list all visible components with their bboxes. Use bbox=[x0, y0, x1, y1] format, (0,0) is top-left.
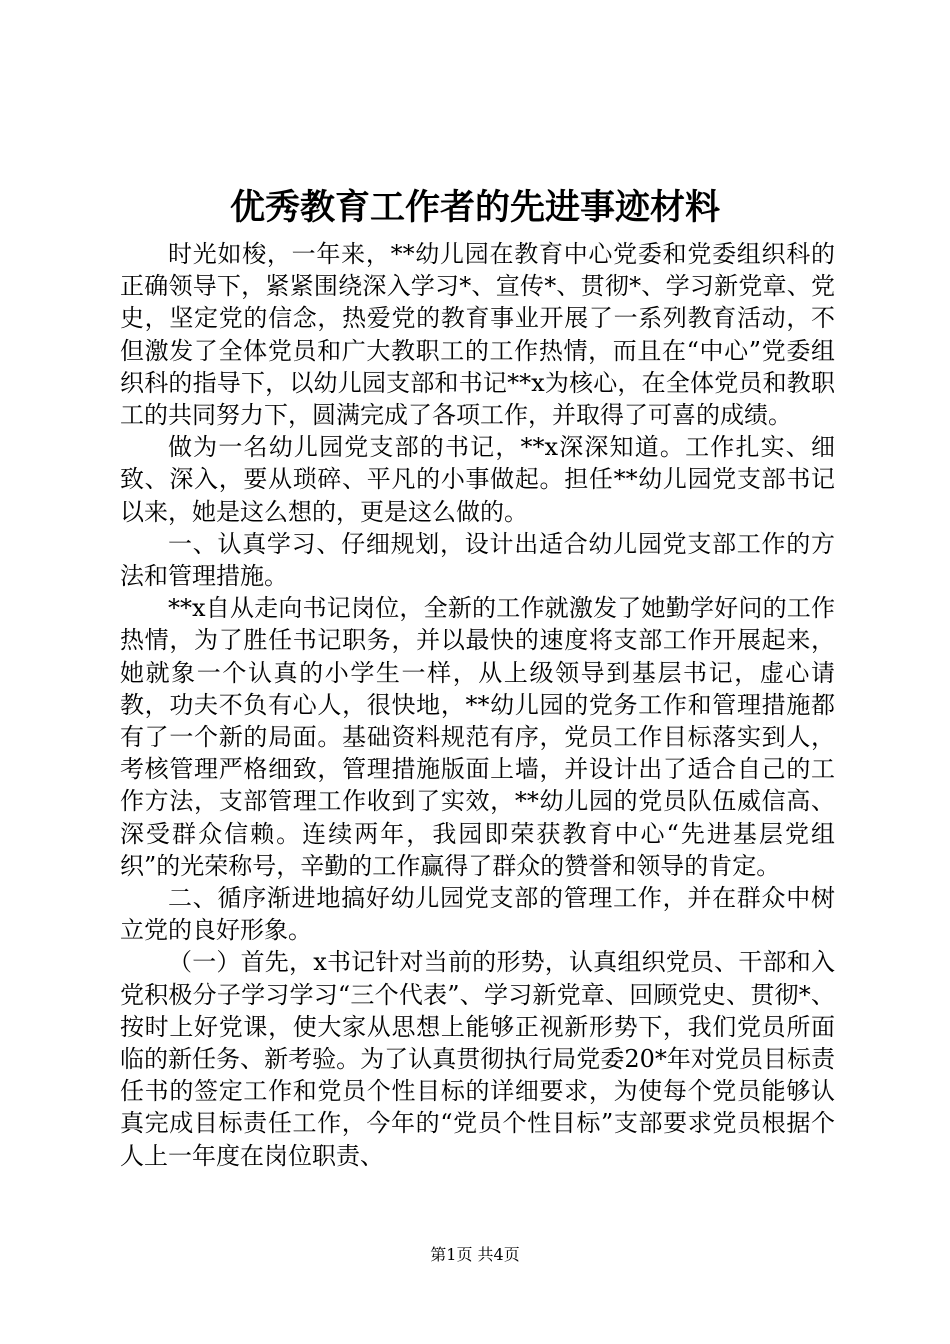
section-heading-1: 一、认真学习、仔细规划，设计出适合幼儿园党支部工作的方法和管理措施。 bbox=[120, 529, 835, 591]
section-heading-2: 二、循序渐进地搞好幼儿园党支部的管理工作，并在群众中树立党的良好形象。 bbox=[120, 884, 835, 945]
paragraph-management: （一）首先，x书记针对当前的形势，认真组织党员、干部和入党积极分子学习学习“三个代表”、学习新党章、回顾党史、贯彻*、按时上好党课，使大家从思想上能够正视新形势下，我们党员所面临的新任务、新考验。为了认真贯彻执行局党委20*年对党员目标责任书的签定工作和党员个性目标的详细要求，为使每个党员能够认真完成目标责任工作，今年的“党员个性目标”支部要求党员根据个人上一年度在岗位职责、 bbox=[120, 948, 835, 1170]
document-body bbox=[120, 238, 835, 1172]
paragraph-secretary: 做为一名幼儿园党支部的书记，**x深深知道。工作扎实、细致、深入，要从琐碎、平凡的小事做起。担任**幼儿园党支部书记以来，她是这么想的，更是这么做的。 bbox=[120, 433, 835, 526]
paragraph-study: **x自从走向书记岗位，全新的工作就激发了她勤学好问的工作热情，为了胜任书记职务，并以最快的速度将支部工作开展起来，她就象一个认真的小学生一样，从上级领导到基层书记，虚心请教，功夫不负有心人，很快地，**幼儿园的党务工作和管理措施都有了一个新的局面。基础资料规范有序，党员工作目标落实到人，考核管理严格细致，管理措施版面上墙，并设计出了适合自己的工作方法，支部管理工作收到了实效，**幼儿园的党员队伍威信高、深受群众信赖。连续两年，我园即荣获教育中心“先进基层党组织”的光荣称号，辛勤的工作赢得了群众的赞誉和领导的肯定。 bbox=[120, 594, 835, 880]
page-footer: 第1页 共4页 bbox=[430, 1245, 520, 1264]
paragraph-intro: 时光如梭，一年来，**幼儿园在教育中心党委和党委组织科的正确领导下，紧紧围绕深入学习*、宣传*、贯彻*、学习新党章、党史，坚定党的信念，热爱党的教育事业开展了一系列教育活动，不但激发了全体党员和广大教职工的工作热情，而且在“中心”党委组织科的指导下，以幼儿园支部和书记**x为核心，在全体党员和教职工的共同努力下，圆满完成了各项工作，并取得了可喜的成绩。 bbox=[120, 240, 835, 430]
document-title: 优秀教育工作者的先进事迹材料 bbox=[229, 187, 720, 228]
